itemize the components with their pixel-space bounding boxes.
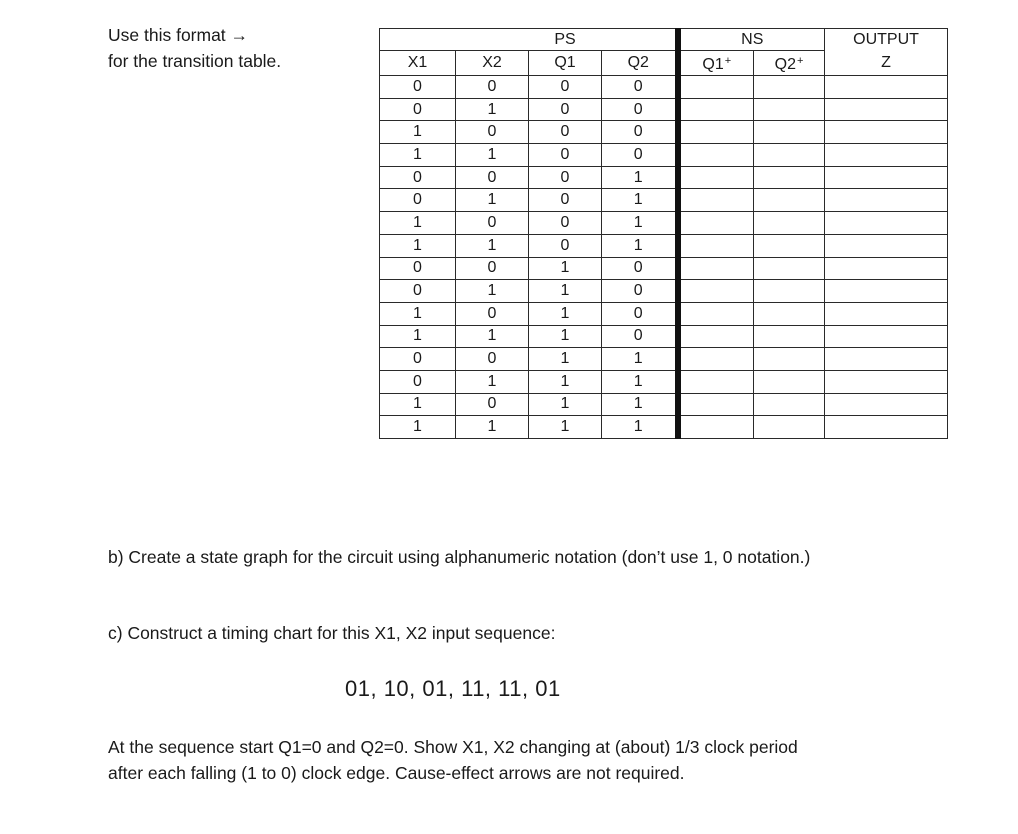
note-line-2: after each falling (1 to 0) clock edge. Cause-effect arrows are not required. bbox=[108, 763, 685, 783]
cell-q1: 1 bbox=[529, 370, 602, 393]
cell-q1-next[interactable] bbox=[678, 189, 754, 212]
cell-z[interactable] bbox=[825, 121, 948, 144]
cell-q1-next[interactable] bbox=[678, 121, 754, 144]
cell-q2-next[interactable] bbox=[754, 189, 825, 212]
q2-next-label: Q2 bbox=[774, 56, 796, 73]
cell-q2: 0 bbox=[602, 302, 678, 325]
cell-q1-next[interactable] bbox=[678, 302, 754, 325]
cell-z[interactable] bbox=[825, 302, 948, 325]
cell-q1-next[interactable] bbox=[678, 76, 754, 99]
cell-q1: 0 bbox=[529, 234, 602, 257]
cell-q2-next[interactable] bbox=[754, 325, 825, 348]
cell-q1-next[interactable] bbox=[678, 257, 754, 280]
cell-q2-next[interactable] bbox=[754, 280, 825, 303]
cell-x1: 1 bbox=[380, 212, 456, 235]
cell-x2: 1 bbox=[456, 370, 529, 393]
cell-z[interactable] bbox=[825, 76, 948, 99]
table-body bbox=[380, 76, 948, 439]
cell-q1-next[interactable] bbox=[678, 98, 754, 121]
cell-q1-next[interactable] bbox=[678, 370, 754, 393]
cell-z[interactable] bbox=[825, 257, 948, 280]
cell-q2: 1 bbox=[602, 370, 678, 393]
table-row bbox=[380, 189, 948, 212]
cell-x1: 0 bbox=[380, 98, 456, 121]
table-column-header-row bbox=[380, 51, 948, 76]
cell-z[interactable] bbox=[825, 166, 948, 189]
cell-q2-next[interactable] bbox=[754, 370, 825, 393]
table-row bbox=[380, 212, 948, 235]
cell-x2: 0 bbox=[456, 76, 529, 99]
cell-q1: 1 bbox=[529, 257, 602, 280]
intro-line-2: for the transition table. bbox=[108, 51, 282, 71]
col-header-q1-next bbox=[678, 51, 754, 76]
cell-z[interactable] bbox=[825, 393, 948, 416]
cell-q2: 1 bbox=[602, 393, 678, 416]
cell-q1-next[interactable] bbox=[678, 393, 754, 416]
cell-z[interactable] bbox=[825, 280, 948, 303]
cell-q2: 1 bbox=[602, 189, 678, 212]
table-row bbox=[380, 325, 948, 348]
cell-q1-next[interactable] bbox=[678, 416, 754, 439]
cell-q1-next[interactable] bbox=[678, 325, 754, 348]
cell-q1-next[interactable] bbox=[678, 234, 754, 257]
cell-q2: 1 bbox=[602, 416, 678, 439]
cell-q2: 0 bbox=[602, 144, 678, 167]
table-row bbox=[380, 144, 948, 167]
intro-text bbox=[108, 22, 281, 74]
cell-q2-next[interactable] bbox=[754, 166, 825, 189]
cell-q2: 0 bbox=[602, 76, 678, 99]
cell-q2-next[interactable] bbox=[754, 302, 825, 325]
cell-x1: 1 bbox=[380, 144, 456, 167]
cell-z[interactable] bbox=[825, 98, 948, 121]
cell-x2: 0 bbox=[456, 348, 529, 371]
cell-q2-next[interactable] bbox=[754, 98, 825, 121]
cell-q1-next[interactable] bbox=[678, 280, 754, 303]
col-header-q1: Q1 bbox=[529, 51, 602, 76]
cell-z[interactable] bbox=[825, 416, 948, 439]
part-b-text: b) Create a state graph for the circuit using alphanumeric notation (don’t use 1, 0 notation.) bbox=[108, 547, 811, 567]
col-header-x2: X2 bbox=[456, 51, 529, 76]
cell-q1-next[interactable] bbox=[678, 212, 754, 235]
cell-q2: 1 bbox=[602, 348, 678, 371]
cell-x1: 0 bbox=[380, 257, 456, 280]
cell-z[interactable] bbox=[825, 189, 948, 212]
cell-q1: 1 bbox=[529, 280, 602, 303]
cell-x2: 1 bbox=[456, 325, 529, 348]
ns-group-header: NS bbox=[678, 29, 825, 51]
cell-q2: 0 bbox=[602, 325, 678, 348]
transition-table bbox=[379, 28, 948, 439]
cell-z[interactable] bbox=[825, 370, 948, 393]
cell-q1: 0 bbox=[529, 144, 602, 167]
cell-x1: 0 bbox=[380, 166, 456, 189]
col-header-q2: Q2 bbox=[602, 51, 678, 76]
col-header-x1: X1 bbox=[380, 51, 456, 76]
cell-x1: 0 bbox=[380, 280, 456, 303]
timing-note bbox=[108, 734, 798, 786]
cell-q1: 1 bbox=[529, 416, 602, 439]
table-row bbox=[380, 76, 948, 99]
output-group-header: OUTPUT bbox=[825, 29, 948, 51]
table-row bbox=[380, 302, 948, 325]
cell-x2: 1 bbox=[456, 189, 529, 212]
cell-q1: 1 bbox=[529, 393, 602, 416]
cell-q2-next[interactable] bbox=[754, 144, 825, 167]
cell-x2: 1 bbox=[456, 144, 529, 167]
cell-z[interactable] bbox=[825, 212, 948, 235]
cell-q2: 0 bbox=[602, 280, 678, 303]
cell-q2: 1 bbox=[602, 212, 678, 235]
cell-x2: 0 bbox=[456, 166, 529, 189]
cell-q1: 0 bbox=[529, 166, 602, 189]
cell-x1: 1 bbox=[380, 121, 456, 144]
col-header-q2-next bbox=[754, 51, 825, 76]
cell-x2: 1 bbox=[456, 234, 529, 257]
cell-z[interactable] bbox=[825, 144, 948, 167]
cell-x1: 1 bbox=[380, 325, 456, 348]
cell-q2-next[interactable] bbox=[754, 348, 825, 371]
table-row bbox=[380, 280, 948, 303]
table-row bbox=[380, 166, 948, 189]
ps-group-header: PS bbox=[456, 29, 678, 51]
cell-x2: 0 bbox=[456, 257, 529, 280]
cell-q2: 1 bbox=[602, 234, 678, 257]
note-line-1: At the sequence start Q1=0 and Q2=0. Show X1, X2 changing at (about) 1/3 clock period bbox=[108, 737, 798, 757]
cell-x1: 1 bbox=[380, 416, 456, 439]
table-row bbox=[380, 348, 948, 371]
col-header-z: Z bbox=[825, 51, 948, 76]
cell-x1: 0 bbox=[380, 189, 456, 212]
cell-q1: 1 bbox=[529, 348, 602, 371]
table-row bbox=[380, 416, 948, 439]
cell-q2-next[interactable] bbox=[754, 76, 825, 99]
input-sequence: 01, 10, 01, 11, 11, 01 bbox=[345, 676, 561, 701]
cell-q2-next[interactable] bbox=[754, 212, 825, 235]
cell-q1-next[interactable] bbox=[678, 166, 754, 189]
cell-x1: 1 bbox=[380, 393, 456, 416]
q1-next-label: Q1 bbox=[702, 56, 724, 73]
cell-q2-next[interactable] bbox=[754, 393, 825, 416]
cell-x2: 0 bbox=[456, 393, 529, 416]
cell-x2: 1 bbox=[456, 98, 529, 121]
cell-x1: 0 bbox=[380, 76, 456, 99]
cell-z[interactable] bbox=[825, 234, 948, 257]
intro-line-1: Use this format → bbox=[108, 25, 249, 45]
q1-next-plus: + bbox=[724, 55, 732, 67]
cell-z[interactable] bbox=[825, 325, 948, 348]
cell-q2-next[interactable] bbox=[754, 234, 825, 257]
cell-x1: 0 bbox=[380, 348, 456, 371]
cell-q1: 0 bbox=[529, 76, 602, 99]
cell-q2: 0 bbox=[602, 257, 678, 280]
table-group-header-row bbox=[380, 29, 948, 51]
cell-x1: 1 bbox=[380, 234, 456, 257]
q2-next-plus: + bbox=[796, 55, 804, 67]
table-row bbox=[380, 234, 948, 257]
cell-q1: 1 bbox=[529, 302, 602, 325]
cell-q1: 0 bbox=[529, 212, 602, 235]
cell-q1: 0 bbox=[529, 121, 602, 144]
cell-z[interactable] bbox=[825, 348, 948, 371]
cell-x1: 0 bbox=[380, 370, 456, 393]
cell-x1: 1 bbox=[380, 302, 456, 325]
cell-q1: 0 bbox=[529, 98, 602, 121]
cell-q2: 0 bbox=[602, 121, 678, 144]
cell-q2-next[interactable] bbox=[754, 257, 825, 280]
cell-q2: 1 bbox=[602, 166, 678, 189]
cell-q1-next[interactable] bbox=[678, 144, 754, 167]
table-row bbox=[380, 121, 948, 144]
cell-q2: 0 bbox=[602, 98, 678, 121]
cell-x2: 0 bbox=[456, 302, 529, 325]
cell-x2: 0 bbox=[456, 121, 529, 144]
cell-q2-next[interactable] bbox=[754, 121, 825, 144]
table-row bbox=[380, 370, 948, 393]
cell-x2: 1 bbox=[456, 280, 529, 303]
table-row bbox=[380, 98, 948, 121]
cell-q2-next[interactable] bbox=[754, 416, 825, 439]
cell-q1-next[interactable] bbox=[678, 348, 754, 371]
cell-x2: 0 bbox=[456, 212, 529, 235]
cell-x2: 1 bbox=[456, 416, 529, 439]
part-c-text: c) Construct a timing chart for this X1, X2 input sequence: bbox=[108, 623, 556, 643]
table-row bbox=[380, 257, 948, 280]
cell-q1: 0 bbox=[529, 189, 602, 212]
table-row bbox=[380, 393, 948, 416]
cell-q1: 1 bbox=[529, 325, 602, 348]
